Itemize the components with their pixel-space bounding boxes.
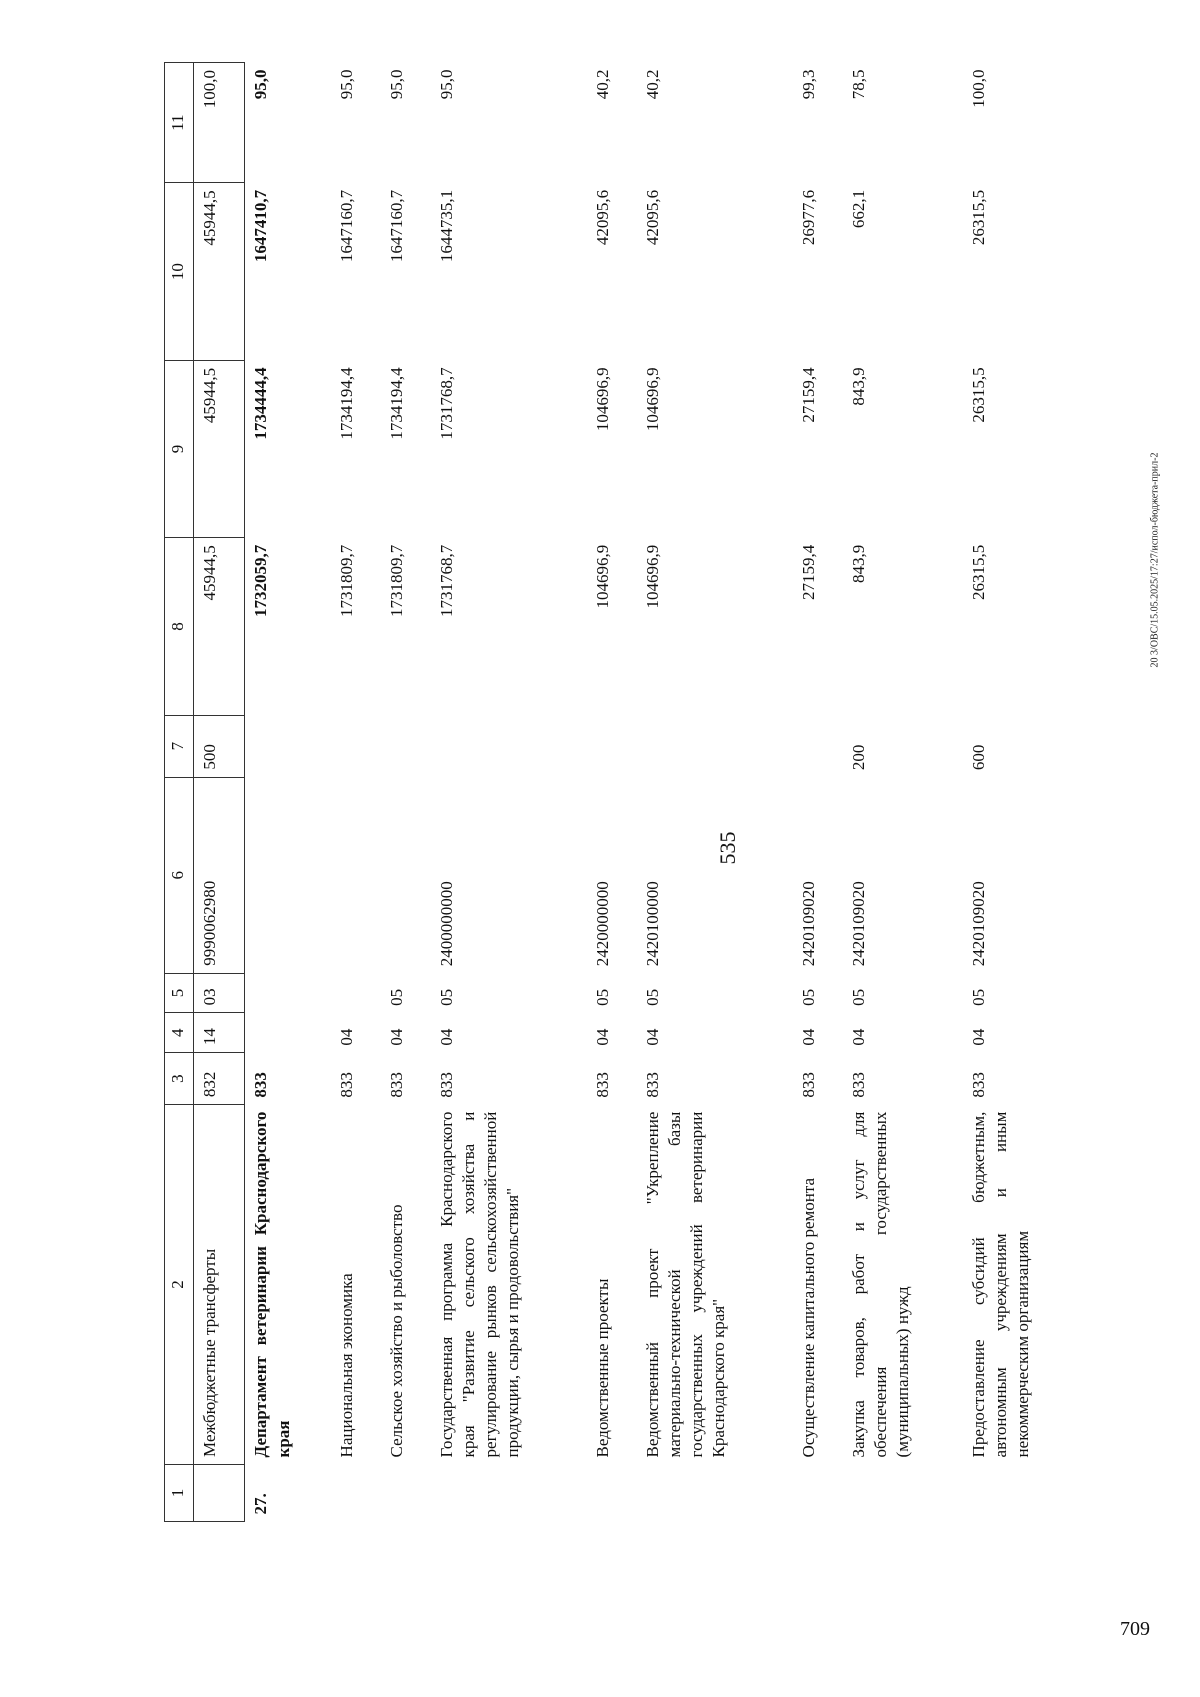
code-ministry-cell: 833 — [386, 1072, 406, 1098]
table-row — [381, 63, 431, 1522]
code-subsection-cell — [331, 973, 381, 1013]
code-section-cell — [245, 1013, 331, 1053]
row-number-cell — [331, 1464, 381, 1521]
amount-refined-cell: 843,9 — [848, 367, 868, 406]
amount-approved-cell: 26315,5 — [969, 544, 989, 600]
row-number-cell — [637, 1464, 793, 1521]
code-expense-type-cell — [245, 715, 331, 777]
table-row — [431, 63, 587, 1522]
code-section-cell: 04 — [436, 1028, 456, 1046]
amount-executed-cell: 662,1 — [848, 189, 868, 229]
amount-refined-cell: 1731768,7 — [436, 367, 456, 440]
budget-table — [164, 62, 1084, 1522]
item-name-cell: Сельское хозяйство и рыболовство — [386, 1204, 406, 1458]
header-cell: 6 — [165, 777, 194, 973]
amount-refined-cell: 45944,5 — [194, 360, 245, 537]
table-row — [194, 63, 245, 1522]
row-number-cell: 27. — [251, 1493, 271, 1515]
percent-executed-cell: 100,0 — [194, 63, 245, 183]
code-ministry-cell: 833 — [251, 1072, 271, 1098]
code-section-cell: 04 — [592, 1028, 612, 1046]
row-number-cell — [431, 1464, 587, 1521]
code-target-cell: 2400000000 — [436, 881, 456, 967]
table-row — [245, 63, 331, 1522]
code-expense-type-cell — [431, 715, 587, 777]
header-cell: 3 — [165, 1053, 194, 1105]
amount-refined-cell: 104696,9 — [592, 367, 612, 432]
amount-refined-cell: 104696,9 — [642, 367, 662, 432]
row-number-cell — [963, 1464, 1084, 1521]
code-target-cell: 2420109020 — [969, 881, 989, 967]
code-expense-type-cell — [587, 715, 637, 777]
amount-executed-cell: 1647160,7 — [386, 189, 406, 263]
table-row — [331, 63, 381, 1522]
header-cell: 7 — [165, 715, 194, 777]
code-subsection-cell: 05 — [592, 988, 612, 1006]
item-name-cell: Ведомственные проекты — [592, 1278, 612, 1458]
amount-executed-cell: 1647410,7 — [251, 189, 271, 263]
item-name-cell: Межбюджетные трансферты — [194, 1105, 245, 1465]
code-ministry-cell: 833 — [642, 1072, 662, 1098]
amount-approved-cell: 45944,5 — [194, 538, 245, 715]
code-target-cell: 2420109020 — [798, 881, 818, 967]
amount-approved-cell: 1732059,7 — [251, 544, 271, 617]
code-target-cell — [245, 777, 331, 973]
header-cell: 1 — [165, 1464, 194, 1521]
code-ministry-cell: 833 — [969, 1072, 989, 1098]
amount-executed-cell: 45944,5 — [194, 183, 245, 360]
row-number-cell — [587, 1464, 637, 1521]
percent-executed-cell: 95,0 — [337, 69, 356, 100]
code-expense-type-cell — [637, 715, 793, 777]
amount-approved-cell: 1731809,7 — [386, 544, 406, 617]
code-section-cell: 04 — [337, 1028, 356, 1046]
item-name-cell: Государственная программа Краснодарского края "Развитие сельского хозяйства и регулирование рынков сельскохозяйственной продукции, сырья и продовольствия" — [436, 1111, 522, 1458]
code-target-cell: 2420109020 — [848, 881, 868, 967]
amount-approved-cell: 104696,9 — [642, 544, 662, 609]
code-ministry-cell: 833 — [798, 1072, 818, 1098]
amount-executed-cell: 26315,5 — [969, 189, 989, 246]
code-subsection-cell — [245, 973, 331, 1013]
code-subsection-cell: 05 — [798, 988, 818, 1006]
code-subsection-cell: 05 — [642, 988, 662, 1006]
item-name-cell: Департамент ветеринарии Краснодарского края — [251, 1111, 293, 1458]
code-expense-type-cell — [331, 715, 381, 777]
amount-approved-cell: 1731809,7 — [337, 544, 356, 617]
code-section-cell: 04 — [848, 1028, 868, 1046]
code-subsection-cell: 05 — [969, 988, 989, 1006]
code-expense-type-cell — [793, 715, 843, 777]
code-expense-type-cell: 600 — [969, 744, 989, 771]
page-number: 535 — [715, 831, 740, 865]
item-name-cell: Ведомственный проект "Укрепление материально-технической базы государственных учреждений ветеринарии Краснодарского края" — [642, 1111, 728, 1458]
amount-executed-cell: 1647160,7 — [337, 189, 356, 263]
percent-executed-cell: 78,5 — [848, 69, 868, 100]
amount-executed-cell: 1644735,1 — [436, 189, 456, 263]
sheet-number: 709 — [1120, 1618, 1150, 1640]
header-cell: 9 — [165, 360, 194, 537]
code-subsection-cell: 05 — [848, 988, 868, 1006]
code-subsection-cell: 05 — [386, 988, 406, 1006]
header-cell: 2 — [165, 1105, 194, 1465]
code-ministry-cell: 833 — [848, 1072, 868, 1098]
amount-approved-cell: 1731768,7 — [436, 544, 456, 617]
percent-executed-cell: 40,2 — [592, 69, 612, 100]
percent-executed-cell: 100,0 — [969, 69, 989, 108]
code-target-cell: 2420000000 — [592, 881, 612, 967]
percent-executed-cell: 95,0 — [386, 69, 406, 100]
code-ministry-cell: 833 — [436, 1072, 456, 1098]
code-target-cell — [381, 777, 431, 973]
amount-refined-cell: 1734444,4 — [251, 367, 271, 440]
percent-executed-cell: 95,0 — [251, 69, 271, 100]
footer-code: 20 3/ОВС/15.05.2025/17:27/испол-бюджета-прил-2 — [1149, 452, 1161, 668]
header-cell: 4 — [165, 1013, 194, 1053]
row-number-cell — [843, 1464, 964, 1521]
amount-executed-cell: 42095,6 — [642, 189, 662, 246]
amount-executed-cell: 26977,6 — [798, 189, 818, 246]
code-target-cell: 9990062980 — [194, 777, 245, 973]
table-row — [637, 63, 793, 1522]
table-header-row — [165, 63, 194, 1522]
code-ministry-cell: 833 — [592, 1072, 612, 1098]
code-subsection-cell: 03 — [194, 973, 245, 1013]
table-row — [963, 63, 1084, 1522]
amount-approved-cell: 843,9 — [848, 544, 868, 583]
code-section-cell: 04 — [969, 1028, 989, 1046]
item-name-cell: Закупка товаров, работ и услуг для обеспечения государственных (муниципальных) нужд — [848, 1111, 912, 1458]
table-row — [793, 63, 843, 1522]
amount-approved-cell: 27159,4 — [798, 544, 818, 600]
header-cell: 11 — [165, 63, 194, 183]
table-row — [587, 63, 637, 1522]
item-name-cell: Предоставление субсидий бюджетным, автономным учреждениям и иным некоммерческим организациям — [969, 1111, 1033, 1458]
percent-executed-cell: 95,0 — [436, 69, 456, 100]
header-cell: 5 — [165, 973, 194, 1013]
amount-refined-cell: 1734194,4 — [337, 367, 356, 440]
code-target-cell: 2420100000 — [642, 881, 662, 967]
code-expense-type-cell: 200 — [848, 744, 868, 771]
amount-refined-cell: 26315,5 — [969, 367, 989, 423]
row-number-cell — [381, 1464, 431, 1521]
item-name-cell: Национальная экономика — [337, 1273, 356, 1458]
code-ministry-cell: 833 — [337, 1072, 356, 1098]
row-number-cell — [793, 1464, 843, 1521]
code-section-cell: 04 — [386, 1028, 406, 1046]
code-subsection-cell: 05 — [436, 988, 456, 1006]
amount-approved-cell: 104696,9 — [592, 544, 612, 609]
code-expense-type-cell: 500 — [194, 715, 245, 777]
code-ministry-cell: 832 — [194, 1053, 245, 1105]
code-section-cell: 14 — [194, 1013, 245, 1053]
amount-refined-cell: 1734194,4 — [386, 367, 406, 440]
code-section-cell: 04 — [798, 1028, 818, 1046]
percent-executed-cell: 40,2 — [642, 69, 662, 100]
code-section-cell: 04 — [642, 1028, 662, 1046]
amount-refined-cell: 27159,4 — [798, 367, 818, 423]
percent-executed-cell: 99,3 — [798, 69, 818, 100]
table-row — [843, 63, 964, 1522]
row-number-cell — [194, 1464, 245, 1521]
amount-executed-cell: 42095,6 — [592, 189, 612, 246]
header-cell: 10 — [165, 183, 194, 360]
header-cell: 8 — [165, 538, 194, 715]
item-name-cell: Осуществление капитального ремонта — [798, 1177, 818, 1458]
code-expense-type-cell — [381, 715, 431, 777]
code-target-cell — [331, 777, 381, 973]
